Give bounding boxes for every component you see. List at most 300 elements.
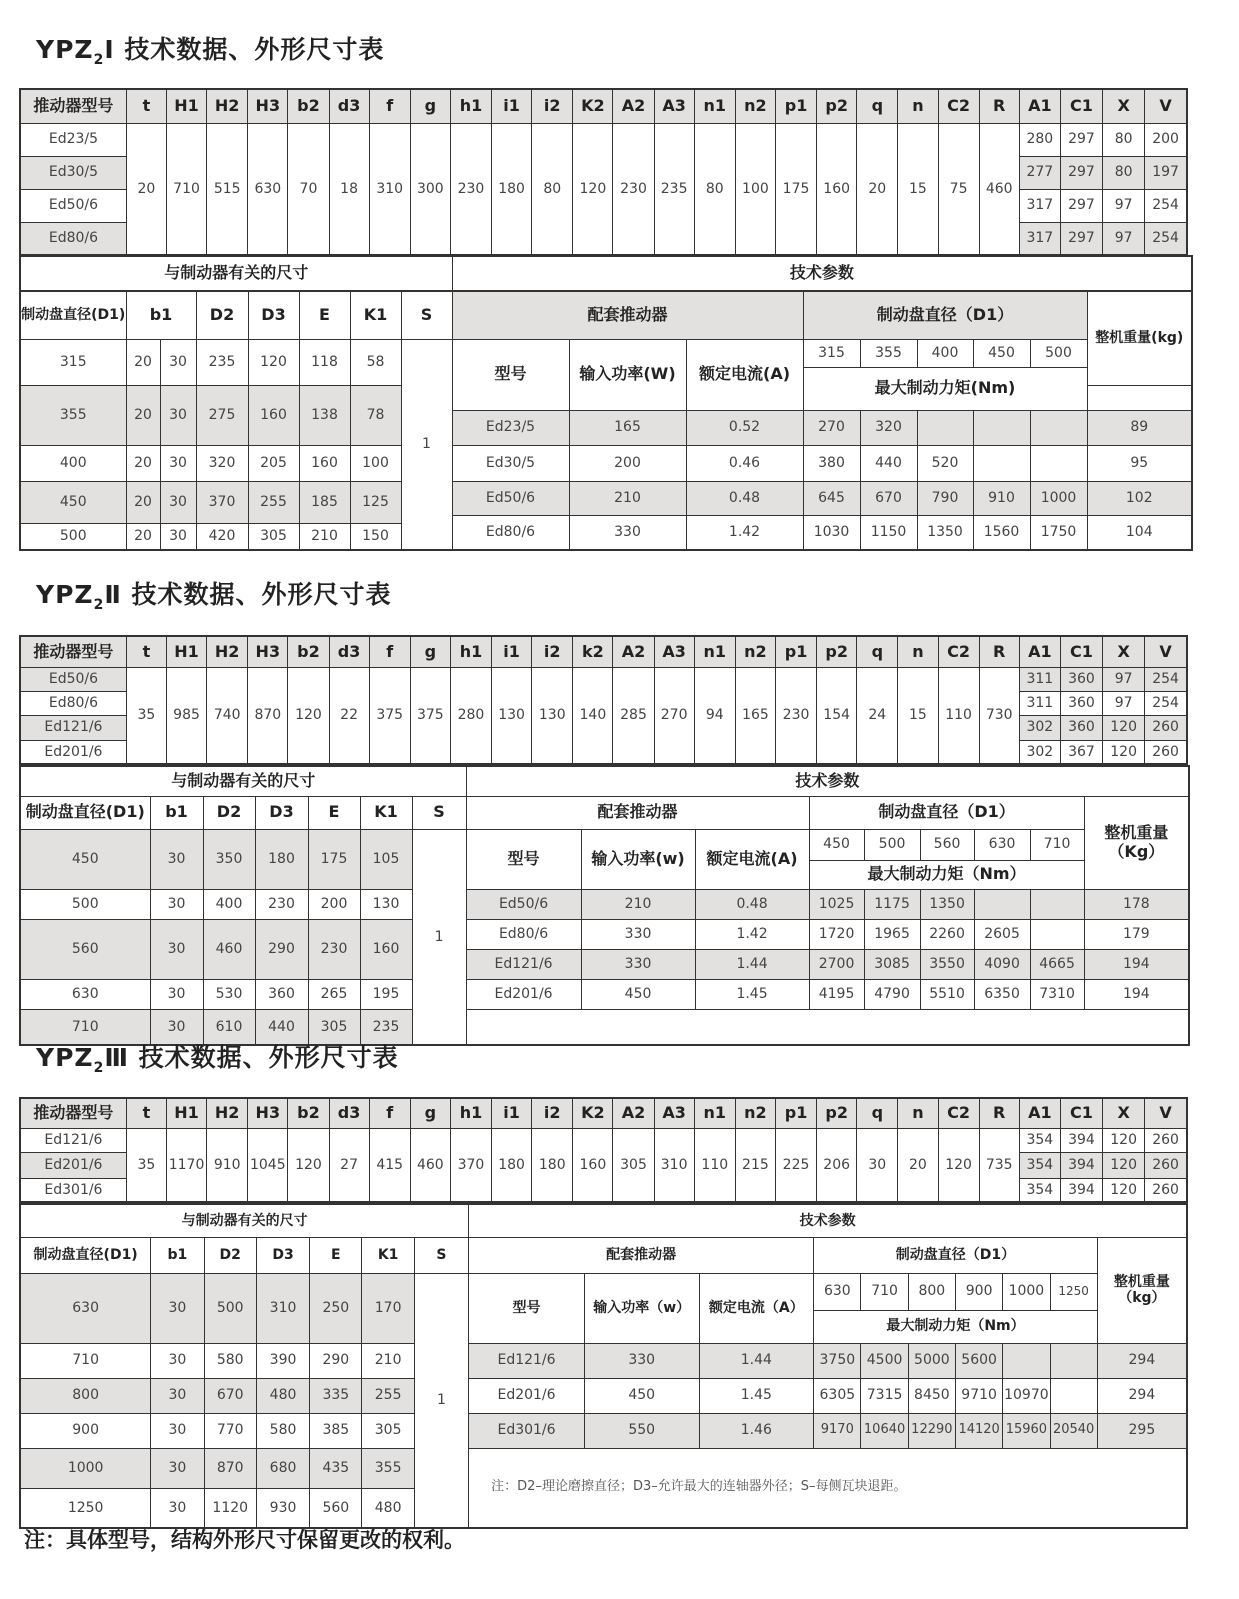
- brake-cell: 310: [256, 1273, 309, 1343]
- c1-cell: 297: [1060, 222, 1102, 255]
- pusher-header: 配套推动器: [469, 1237, 814, 1273]
- pusher-col-header: 额定电流(A): [695, 829, 809, 889]
- shared-value-cell: 27: [329, 1128, 369, 1202]
- shared-value-cell: 154: [817, 667, 857, 764]
- brake-cell: 500: [204, 1273, 256, 1343]
- torque-header: 最大制动力矩（Nm）: [814, 1310, 1098, 1343]
- pusher-header: 配套推动器: [466, 796, 809, 829]
- brake-cell: 235: [360, 1009, 412, 1045]
- brake-cell: 420: [196, 523, 248, 550]
- pusher-col-header: 额定电流（A）: [699, 1273, 814, 1343]
- shared-value-cell: 180: [492, 1128, 532, 1202]
- torque-cell: [1003, 1343, 1050, 1378]
- col-header: d3: [329, 89, 369, 123]
- col-header: A2: [613, 1098, 654, 1128]
- shared-value-cell: 460: [979, 123, 1019, 255]
- torque-cell: 2605: [974, 919, 1030, 949]
- col-header: H3: [248, 1098, 288, 1128]
- shared-value-cell: 375: [410, 667, 450, 764]
- torque-cell: 1350: [917, 515, 973, 550]
- torque-cell: 1560: [973, 515, 1030, 550]
- shared-value-cell: 130: [492, 667, 532, 764]
- col-header: H1: [166, 636, 206, 667]
- col-header: S: [412, 796, 466, 829]
- weight-cell: 179: [1084, 919, 1189, 949]
- brake-cell: 480: [362, 1488, 414, 1528]
- brake-cell: 120: [248, 339, 299, 385]
- model-cell: Ed121/6: [20, 715, 126, 740]
- col-header: t: [126, 636, 166, 667]
- torque-cell: [973, 445, 1030, 481]
- col-header: V: [1145, 636, 1187, 667]
- brake-cell: 460: [203, 919, 255, 979]
- col-header: g: [410, 89, 450, 123]
- torque-cell: 1150: [860, 515, 917, 550]
- c1-cell: 360: [1060, 667, 1102, 691]
- torque-cell: [1050, 1378, 1097, 1413]
- col-header: A3: [654, 1098, 694, 1128]
- col-header: n1: [694, 1098, 735, 1128]
- brake-cell: 870: [204, 1448, 256, 1488]
- col-header: i2: [532, 1098, 573, 1128]
- brake-cell: 265: [308, 979, 360, 1009]
- brake-cell: 580: [256, 1413, 309, 1448]
- brake-cell: 680: [256, 1448, 309, 1488]
- col-header: S: [414, 1237, 468, 1273]
- c1-cell: 394: [1060, 1152, 1102, 1178]
- c1-cell: 367: [1060, 740, 1102, 764]
- shared-value-cell: 870: [248, 667, 288, 764]
- brake-cell: 105: [360, 829, 412, 889]
- model-cell: Ed201/6: [20, 740, 126, 764]
- col-header: n: [898, 1098, 938, 1128]
- torque-cell: 670: [860, 481, 917, 515]
- torque-cell: 10970: [1003, 1378, 1050, 1413]
- shared-value-cell: 20: [857, 123, 898, 255]
- brake-cell: 390: [256, 1343, 309, 1378]
- weight-cell: 104: [1087, 515, 1192, 550]
- disc-diameter-col-header: 制动盘直径(D1): [20, 1237, 151, 1273]
- col-header: H3: [248, 636, 288, 667]
- brake-cell: 78: [350, 385, 401, 445]
- brake-cell: 170: [362, 1273, 414, 1343]
- torque-cell: 10640: [861, 1413, 908, 1448]
- pusher-power-cell: 330: [581, 919, 695, 949]
- brake-cell: 125: [350, 481, 401, 523]
- torque-cell: 14120: [955, 1413, 1002, 1448]
- torque-cell: 1000: [1030, 481, 1087, 515]
- shared-value-cell: 370: [450, 1128, 491, 1202]
- weight-header: 整机重量（kg）: [1097, 1237, 1187, 1343]
- pusher-current-cell: 1.44: [699, 1343, 814, 1378]
- torque-cell: [1030, 919, 1084, 949]
- torque-cell: 1720: [809, 919, 864, 949]
- x-cell: 80: [1103, 123, 1145, 156]
- col-header: K1: [360, 796, 412, 829]
- torque-cell: 4090: [974, 949, 1030, 979]
- col-header: b2: [288, 636, 329, 667]
- x-cell: 97: [1103, 667, 1145, 691]
- tech-params-header: 技术参数: [452, 256, 1192, 291]
- col-header: K1: [362, 1237, 414, 1273]
- table-row: [20, 123, 1187, 156]
- brake-cell: 20: [126, 523, 160, 550]
- torque-cell: 1750: [1030, 515, 1087, 550]
- torque-cell: 270: [803, 410, 860, 445]
- col-header: V: [1145, 1098, 1187, 1128]
- shared-value-cell: 20: [898, 1128, 938, 1202]
- torque-cell: [1050, 1343, 1097, 1378]
- torque-cell: 380: [803, 445, 860, 481]
- section-2-title: $YPZ_2Ⅱ$ 技术数据、外形尺寸表: [36, 580, 392, 613]
- disc-size-cell: 500: [1030, 339, 1087, 367]
- v-cell: 260: [1145, 1178, 1187, 1202]
- brake-cell: 370: [196, 481, 248, 523]
- pusher-model-cell: Ed50/6: [466, 889, 581, 919]
- torque-cell: 8450: [908, 1378, 955, 1413]
- a1-cell: 354: [1019, 1128, 1060, 1152]
- col-header: p2: [817, 1098, 857, 1128]
- col-header: n1: [694, 89, 735, 123]
- brake-cell: 200: [308, 889, 360, 919]
- shared-value-cell: 280: [450, 667, 491, 764]
- v-cell: 260: [1145, 1128, 1187, 1152]
- col-header: H2: [207, 89, 248, 123]
- shared-value-cell: 735: [979, 1128, 1019, 1202]
- c1-cell: 394: [1060, 1178, 1102, 1202]
- shared-value-cell: 35: [126, 1128, 166, 1202]
- c1-cell: 297: [1060, 189, 1102, 222]
- shared-value-cell: 225: [775, 1128, 816, 1202]
- weight-cell: 89: [1087, 410, 1192, 445]
- brake-cell: 305: [308, 1009, 360, 1045]
- table-row: [20, 1128, 1187, 1152]
- disc-size-cell: 710: [861, 1273, 908, 1310]
- shared-value-cell: 175: [775, 123, 816, 255]
- brake-cell: 185: [299, 481, 350, 523]
- a1-cell: 354: [1019, 1178, 1060, 1202]
- brake-cell: 670: [204, 1378, 256, 1413]
- c1-cell: 360: [1060, 715, 1102, 740]
- shared-value-cell: 270: [654, 667, 694, 764]
- weight-header: 整机重量(kg): [1087, 291, 1192, 385]
- main-header-row: [20, 89, 1187, 123]
- shared-value-cell: 180: [532, 1128, 573, 1202]
- col-header: H1: [166, 1098, 206, 1128]
- col-header: D2: [204, 1237, 256, 1273]
- disc-diameter-col-header: 制动盘直径(D1): [20, 796, 150, 829]
- brake-cell: 160: [248, 385, 299, 445]
- x-cell: 97: [1103, 691, 1145, 715]
- pusher-current-cell: 1.42: [686, 515, 803, 550]
- brake-cell: 20: [126, 481, 160, 523]
- shared-value-cell: 160: [817, 123, 857, 255]
- brake-cell: 255: [248, 481, 299, 523]
- shared-value-cell: 740: [207, 667, 248, 764]
- shared-value-cell: 75: [938, 123, 979, 255]
- weight-cell: 294: [1097, 1378, 1187, 1413]
- pusher-col-header: 输入功率(W): [569, 339, 686, 410]
- brake-cell: 710: [20, 1343, 151, 1378]
- col-header: n: [898, 89, 938, 123]
- brake-cell: 900: [20, 1413, 151, 1448]
- v-cell: 200: [1145, 123, 1187, 156]
- c1-cell: 297: [1060, 123, 1102, 156]
- brake-cell: 30: [150, 829, 203, 889]
- shared-value-cell: 285: [613, 667, 654, 764]
- brake-cell: 30: [160, 481, 196, 523]
- col-header: V: [1145, 89, 1187, 123]
- shared-value-cell: 18: [329, 123, 369, 255]
- disc-size-cell: 710: [1030, 829, 1084, 860]
- torque-cell: 4665: [1030, 949, 1084, 979]
- col-header: q: [857, 89, 898, 123]
- col-header: d3: [329, 636, 369, 667]
- brake-cell: 530: [203, 979, 255, 1009]
- brake-cell: 130: [360, 889, 412, 919]
- pusher-current-cell: 1.44: [695, 949, 809, 979]
- shared-value-cell: 215: [735, 1128, 775, 1202]
- pusher-power-cell: 330: [569, 515, 686, 550]
- disc-diameter-col-header: 制动盘直径(D1): [20, 291, 126, 339]
- torque-header: 最大制动力矩(Nm): [803, 367, 1087, 410]
- shared-value-cell: 515: [207, 123, 248, 255]
- pusher-model-cell: Ed30/5: [452, 445, 569, 481]
- section-3-title: $YPZ_2Ⅲ$ 技术数据、外形尺寸表: [36, 1043, 399, 1076]
- disc-size-cell: 1250: [1050, 1273, 1097, 1310]
- pusher-current-cell: 0.46: [686, 445, 803, 481]
- shared-value-cell: 230: [613, 123, 654, 255]
- weight-cell: 102: [1087, 481, 1192, 515]
- c1-cell: 360: [1060, 691, 1102, 715]
- col-header: g: [410, 636, 450, 667]
- col-header: f: [369, 1098, 410, 1128]
- brake-cell: 450: [20, 829, 150, 889]
- model-cell: Ed50/6: [20, 667, 126, 691]
- torque-cell: [917, 410, 973, 445]
- c1-cell: 394: [1060, 1128, 1102, 1152]
- col-header: C1: [1060, 1098, 1102, 1128]
- model-col-header: 推动器型号: [20, 636, 126, 667]
- col-header: t: [126, 1098, 166, 1128]
- col-header: D3: [256, 1237, 309, 1273]
- pusher-model-cell: Ed121/6: [466, 949, 581, 979]
- col-header: X: [1103, 89, 1145, 123]
- shared-value-cell: 1170: [166, 1128, 206, 1202]
- v-cell: 254: [1145, 189, 1187, 222]
- col-header: p1: [775, 636, 816, 667]
- brake-cell: 30: [150, 1009, 203, 1045]
- torque-cell: 7310: [1030, 979, 1084, 1009]
- pusher-current-cell: 1.45: [695, 979, 809, 1009]
- brake-cell: 1250: [20, 1488, 151, 1528]
- torque-cell: 3750: [814, 1343, 861, 1378]
- pusher-power-cell: 450: [584, 1378, 699, 1413]
- brake-cell: 30: [151, 1343, 204, 1378]
- torque-cell: 320: [860, 410, 917, 445]
- brake-cell: 355: [362, 1448, 414, 1488]
- torque-cell: [974, 889, 1030, 919]
- shared-value-cell: 120: [288, 667, 329, 764]
- torque-cell: 520: [917, 445, 973, 481]
- brake-cell: 710: [20, 1009, 150, 1045]
- col-header: A1: [1019, 1098, 1060, 1128]
- torque-cell: 1965: [864, 919, 920, 949]
- disc-size-cell: 450: [973, 339, 1030, 367]
- main-header-row: [20, 1098, 1187, 1128]
- shared-value-cell: 15: [898, 667, 938, 764]
- section-3-tech-table: [19, 1203, 1188, 1529]
- col-header: A3: [654, 636, 694, 667]
- brake-cell: 315: [20, 339, 126, 385]
- disc-size-cell: 400: [917, 339, 973, 367]
- brake-cell: 138: [299, 385, 350, 445]
- shared-value-cell: 140: [573, 667, 613, 764]
- col-header: A2: [613, 636, 654, 667]
- shared-value-cell: 120: [938, 1128, 979, 1202]
- col-header: i2: [532, 636, 573, 667]
- brake-cell: 20: [126, 445, 160, 481]
- torque-cell: 9710: [955, 1378, 1002, 1413]
- col-header: b1: [126, 291, 196, 339]
- brake-cell: 30: [160, 339, 196, 385]
- col-header: K2: [573, 89, 613, 123]
- pusher-power-cell: 550: [584, 1413, 699, 1448]
- pusher-power-cell: 210: [581, 889, 695, 919]
- pusher-power-cell: 330: [581, 949, 695, 979]
- brake-cell: 210: [299, 523, 350, 550]
- section-1-tech-block: [19, 290, 1188, 551]
- brake-cell: 30: [151, 1273, 204, 1343]
- col-header: n2: [735, 1098, 775, 1128]
- weight-cell: 194: [1084, 979, 1189, 1009]
- torque-cell: 6305: [814, 1378, 861, 1413]
- model-cell: Ed201/6: [20, 1152, 126, 1178]
- pusher-power-cell: 330: [584, 1343, 699, 1378]
- section-1-table: [19, 88, 1188, 256]
- a1-cell: 317: [1019, 189, 1060, 222]
- shared-value-cell: 94: [694, 667, 735, 764]
- col-header: R: [979, 1098, 1019, 1128]
- brake-cell: 20: [126, 385, 160, 445]
- brake-cell: 30: [150, 889, 203, 919]
- disc-size-cell: 355: [860, 339, 917, 367]
- model-cell: Ed80/6: [20, 691, 126, 715]
- brake-cell: 175: [308, 829, 360, 889]
- pusher-col-header: 额定电流(A): [686, 339, 803, 410]
- x-cell: 97: [1103, 189, 1145, 222]
- shared-value-cell: 15: [898, 123, 938, 255]
- col-header: t: [126, 89, 166, 123]
- torque-cell: 5000: [908, 1343, 955, 1378]
- col-header: q: [857, 636, 898, 667]
- col-header: H2: [207, 636, 248, 667]
- pusher-current-cell: 0.48: [686, 481, 803, 515]
- v-cell: 254: [1145, 691, 1187, 715]
- shared-value-cell: 1045: [248, 1128, 288, 1202]
- brake-cell: 230: [255, 889, 308, 919]
- col-header: D2: [203, 796, 255, 829]
- shared-value-cell: 160: [573, 1128, 613, 1202]
- brake-cell: 930: [256, 1488, 309, 1528]
- disc-size-cell: 560: [920, 829, 974, 860]
- a1-cell: 311: [1019, 667, 1060, 691]
- brake-cell: 118: [299, 339, 350, 385]
- pusher-current-cell: 1.46: [699, 1413, 814, 1448]
- brake-cell: 235: [196, 339, 248, 385]
- pusher-model-cell: Ed121/6: [469, 1343, 585, 1378]
- shared-value-cell: 35: [126, 667, 166, 764]
- torque-cell: 20540: [1050, 1413, 1097, 1448]
- pusher-power-cell: 200: [569, 445, 686, 481]
- x-cell: 80: [1103, 156, 1145, 189]
- brake-cell: 30: [160, 445, 196, 481]
- a1-cell: 302: [1019, 715, 1060, 740]
- disc-size-cell: 450: [809, 829, 864, 860]
- brake-cell: 205: [248, 445, 299, 481]
- brake-cell: 290: [255, 919, 308, 979]
- shared-value-cell: 460: [410, 1128, 450, 1202]
- model-cell: Ed80/6: [20, 222, 126, 255]
- col-header: E: [308, 796, 360, 829]
- shared-value-cell: 100: [735, 123, 775, 255]
- col-header: H2: [207, 1098, 248, 1128]
- col-header: K1: [350, 291, 401, 339]
- pusher-current-cell: 0.48: [695, 889, 809, 919]
- a1-cell: 302: [1019, 740, 1060, 764]
- col-header: f: [369, 636, 410, 667]
- brake-dimensions-header: 与制动器有关的尺寸: [20, 256, 452, 291]
- brake-dimensions-header: 与制动器有关的尺寸: [20, 766, 466, 796]
- v-cell: 254: [1145, 222, 1187, 255]
- pusher-model-cell: Ed201/6: [469, 1378, 585, 1413]
- torque-cell: 5510: [920, 979, 974, 1009]
- col-header: g: [410, 1098, 450, 1128]
- main-header-row: [20, 636, 1187, 667]
- model-cell: Ed301/6: [20, 1178, 126, 1202]
- brake-cell: 500: [20, 889, 150, 919]
- x-cell: 120: [1103, 1152, 1145, 1178]
- pusher-power-cell: 210: [569, 481, 686, 515]
- brake-cell: 385: [310, 1413, 362, 1448]
- shared-value-cell: 910: [207, 1128, 248, 1202]
- col-header: H1: [166, 89, 206, 123]
- torque-cell: [1030, 445, 1087, 481]
- pusher-model-cell: Ed301/6: [469, 1413, 585, 1448]
- model-col-header: 推动器型号: [20, 89, 126, 123]
- brake-cell: 160: [360, 919, 412, 979]
- col-header: h1: [450, 636, 491, 667]
- torque-cell: 15960: [1003, 1413, 1050, 1448]
- disc-size-cell: 500: [864, 829, 920, 860]
- x-cell: 120: [1103, 715, 1145, 740]
- brake-cell: 335: [310, 1378, 362, 1413]
- brake-cell: 30: [150, 919, 203, 979]
- disc-header: 制动盘直径（D1）: [803, 291, 1087, 339]
- col-header: X: [1103, 636, 1145, 667]
- x-cell: 120: [1103, 740, 1145, 764]
- pusher-col-header: 型号: [452, 339, 569, 410]
- section-2-tech-table: [19, 765, 1190, 1046]
- brake-cell: 560: [20, 919, 150, 979]
- brake-cell: 770: [204, 1413, 256, 1448]
- brake-cell: 210: [362, 1343, 414, 1378]
- pusher-header: 配套推动器: [452, 291, 803, 339]
- torque-cell: 1350: [920, 889, 974, 919]
- section-2-table: [19, 635, 1188, 765]
- brake-cell: 150: [350, 523, 401, 550]
- a1-cell: 277: [1019, 156, 1060, 189]
